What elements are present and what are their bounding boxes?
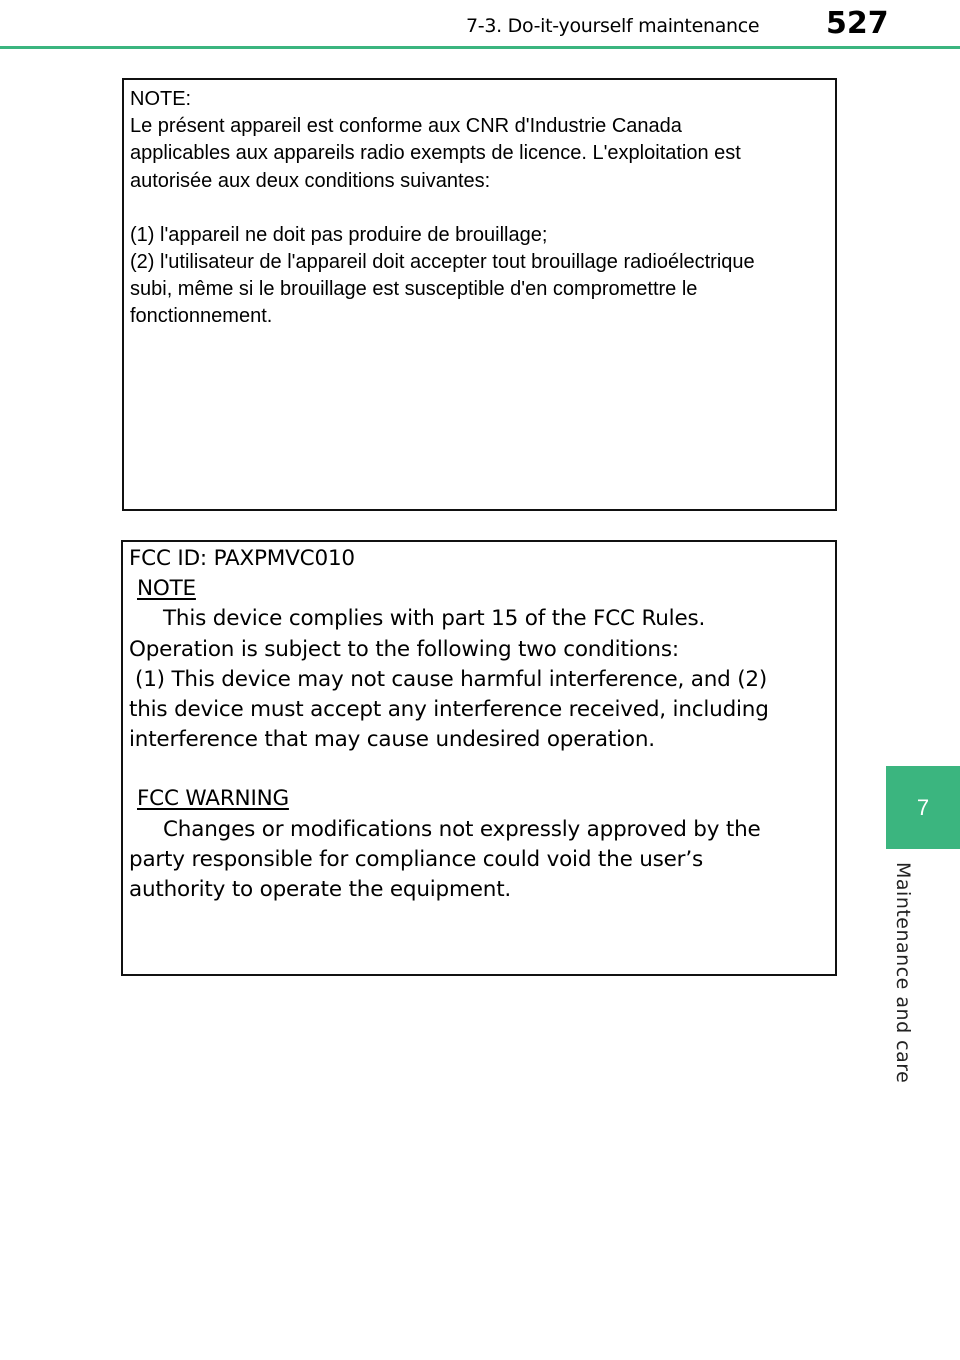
chapter-number: 7: [916, 794, 930, 820]
fcc-note-heading: NOTE: [137, 576, 196, 602]
fcc-note-line: (1) This device may not cause harmful interference, and (2): [135, 666, 768, 692]
fcc-warning-line: party responsible for compliance could void the user’s: [129, 846, 703, 872]
fcc-note-line: Operation is subject to the following two conditions:: [129, 636, 679, 662]
fr-line: subi, même si le brouillage est susceptible d'en compromettre le: [130, 278, 698, 301]
fcc-warning-heading-row: [129, 784, 829, 814]
fcc-note-line: This device complies with part 15 of the FCC Rules.: [163, 606, 706, 632]
fr-condition-2: (2) l'utilisateur de l'appareil doit accepter tout brouillage radioélectrique: [130, 251, 755, 274]
fcc-notice-box: [121, 540, 837, 976]
fr-line: autorisée aux deux conditions suivantes:: [130, 169, 491, 192]
fr-line: Le présent appareil est conforme aux CNR d'Industrie Canada: [130, 115, 682, 138]
fcc-warning-line: Changes or modifications not expressly approved by the: [163, 816, 761, 842]
header-rule: [0, 46, 960, 49]
fr-note-heading: NOTE:: [130, 88, 192, 110]
chapter-label: Maintenance and care: [892, 862, 914, 1084]
fcc-warning-heading: FCC WARNING: [137, 786, 289, 812]
spacer: [130, 195, 829, 222]
fr-line: fonctionnement.: [130, 305, 273, 328]
fcc-note-line: this device must accept any interference received, including: [129, 697, 769, 723]
fcc-note-heading-row: [129, 574, 829, 604]
industry-canada-notice-box: [122, 78, 837, 511]
fr-line: applicables aux appareils radio exempts de licence. L'exploitation est: [130, 142, 741, 165]
fcc-id: FCC ID: PAXPMVC010: [129, 546, 355, 571]
page-number: 527: [826, 6, 889, 41]
fcc-warning-line: authority to operate the equipment.: [129, 877, 512, 903]
spacer: [129, 755, 829, 784]
chapter-tab: [886, 766, 960, 849]
fr-condition-1: (1) l'appareil ne doit pas produire de brouillage;: [130, 223, 548, 246]
fcc-note-line: interference that may cause undesired operation.: [129, 727, 655, 753]
section-title: 7-3. Do-it-yourself maintenance: [466, 15, 760, 37]
